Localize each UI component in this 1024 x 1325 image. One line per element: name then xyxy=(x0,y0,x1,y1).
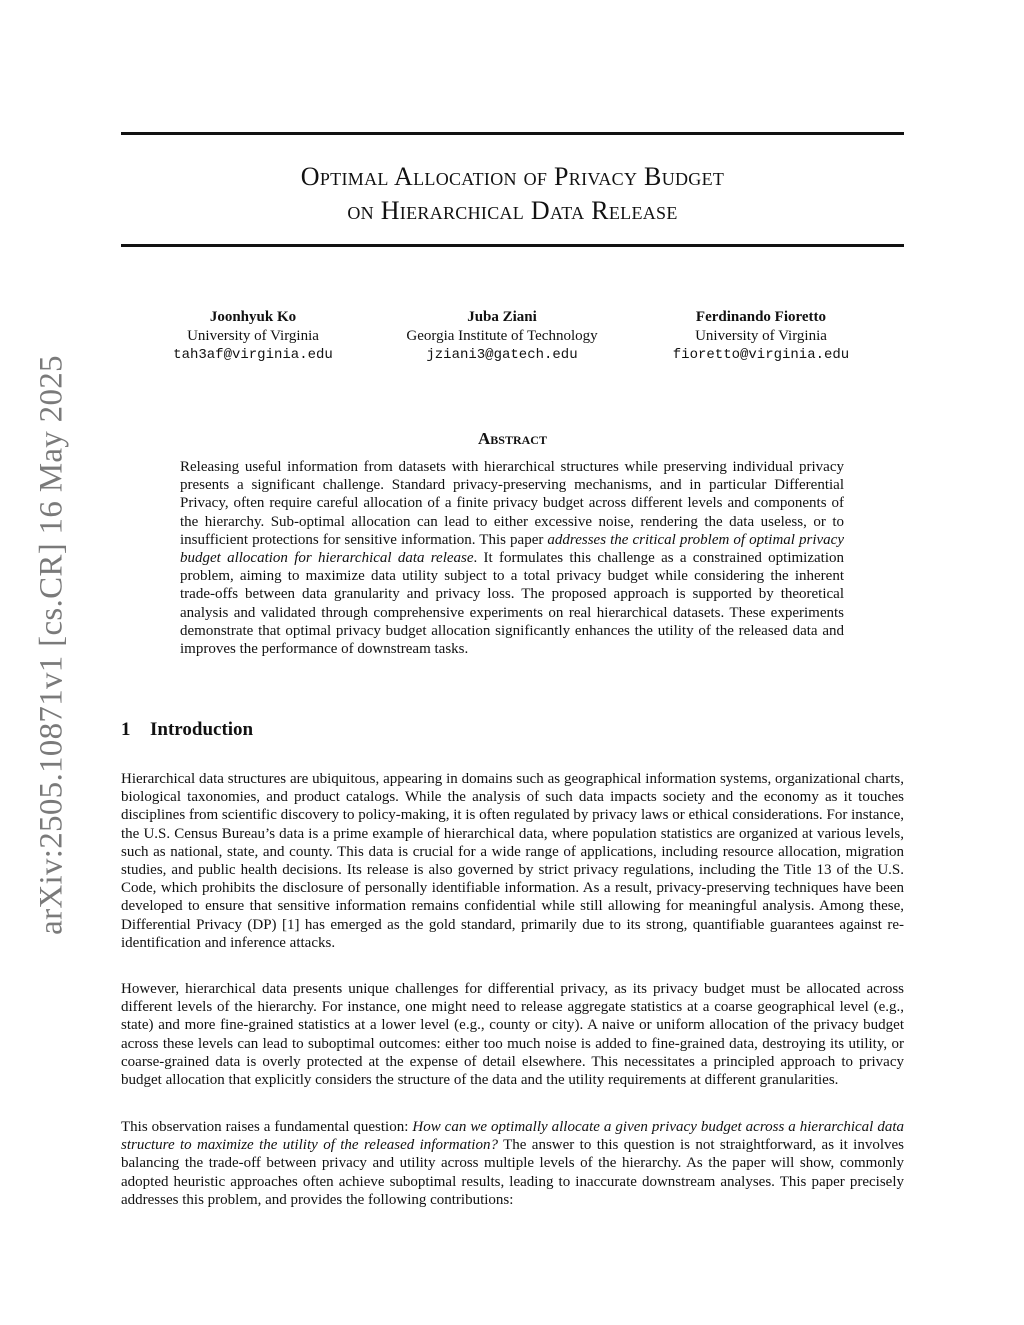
abstract-emphasis: addresses the critical problem of optimal privacy budget allocation for hierarchical data release xyxy=(180,531,844,567)
section-title: Introduction xyxy=(150,719,254,740)
abstract-text-2: . It formulates this challenge as a constrained optimization problem, aiming to maximize data utility subject to a total privacy budget while considering the inherent trade-offs between data granularity and privacy loss. The proposed approach is supported by theoretical analysis and validated through comprehensive experiments on real hierarchical datasets. These experiments demonstrate that optimal privacy budget allocation significantly enhances the utility of the released data and improves the performance of downstream tasks. xyxy=(180,550,844,658)
author-affiliation: University of Virginia xyxy=(695,328,827,344)
author-1 xyxy=(123,308,383,365)
paper-title xyxy=(121,160,904,228)
arxiv-identifier-stamp: arXiv:2505.10871v1 [cs.CR] 16 May 2025 xyxy=(33,355,70,935)
author-affiliation: Georgia Institute of Technology xyxy=(406,328,598,344)
section-heading-introduction xyxy=(121,719,253,741)
abstract-body xyxy=(180,458,844,658)
intro-paragraph-3 xyxy=(121,1118,904,1209)
author-affiliation: University of Virginia xyxy=(187,328,319,344)
author-email: jziani3@gatech.edu xyxy=(426,347,578,363)
research-question: How can we optimally allocate a given privacy budget across a hierarchical data structure to maximize the utility of the released information? xyxy=(121,1119,904,1154)
author-3 xyxy=(631,308,891,365)
author-name: Ferdinando Fioretto xyxy=(695,309,827,325)
title-line-2: on Hierarchical Data Release xyxy=(347,196,678,225)
intro-paragraph-3-text-1: This observation raises a fundamental question: xyxy=(121,1119,413,1135)
title-top-rule xyxy=(121,132,904,135)
author-email: tah3af@virginia.edu xyxy=(173,347,333,363)
author-name: Juba Ziani xyxy=(467,309,537,325)
title-line-1: Optimal Allocation of Privacy Budget xyxy=(300,162,725,191)
section-number: 1 xyxy=(121,719,131,740)
intro-paragraph-1: Hierarchical data structures are ubiquitous, appearing in domains such as geographical information systems, organizational charts, biological taxonomies, and product catalogs. While the analysis of such data impacts society and the economy as it touches disciplines from scientific discovery to policy-making, it is often regulated by privacy laws or ethical considerations. For instance, the U.S. Census Bureau’s data is a prime example of hierarchical data, where population statistics are organized at various levels, such as national, state, and county. This data is crucial for a wide range of applications, including resource allocation, migration studies, and public health decisions. Its release is also governed by strict privacy regulations, including the Title 13 of the U.S. Code, which prohibits the disclosure of personally identifiable information. As a result, privacy-preserving techniques have been developed to ensure that sensitive information remains confidential while still allowing for meaningful analysis. Among these, Differential Privacy (DP) [1] has emerged as the gold standard, primarily due to its strong, quantifiable guarantees against re-identification and inference attacks. xyxy=(121,771,904,951)
abstract-heading: Abstract xyxy=(478,429,547,448)
intro-paragraph-3-text-2: The answer to this question is not straightforward, as it involves balancing the trade-off between privacy and utility across multiple levels of the hierarchy. As the paper will show, commonly adopted heuristic approaches often achieve suboptimal results, leading to inaccurate downstream analyses. This paper precisely addresses this problem, and provides the following contributions: xyxy=(121,1137,904,1208)
author-email: fioretto@virginia.edu xyxy=(672,347,850,363)
author-2 xyxy=(372,308,632,365)
abstract-text-1: Releasing useful information from datasets with hierarchical structures while preserving individual privacy presents a significant challenge. Standard privacy-preserving mechanisms, and in particular Differential Privacy, often require careful allocation of a finite privacy budget across different levels and components of the hierarchy. Sub-optimal allocation can lead to either excessive noise, rendering the data useless, or to insufficient protections for sensitive information. This paper xyxy=(180,459,844,548)
intro-paragraph-2: However, hierarchical data presents unique challenges for differential privacy, as its privacy budget must be allocated across different levels of the hierarchy. For instance, one might need to release aggregate statistics at a coarse geographical level (e.g., state) and more fine-grained statistics at a lower level (e.g., county or city). A naive or uniform allocation of the privacy budget across these levels can lead to suboptimal outcomes: either too much noise is added to fine-grained data, destroying its utility, or coarse-grained data is overly protected at the expense of detail elsewhere. This necessitates a principled approach to privacy budget allocation that explicitly considers the structure of the data and the utility requirements at different granularities. xyxy=(121,981,904,1089)
author-name: Joonhyuk Ko xyxy=(209,309,297,325)
title-bottom-rule xyxy=(121,244,904,247)
